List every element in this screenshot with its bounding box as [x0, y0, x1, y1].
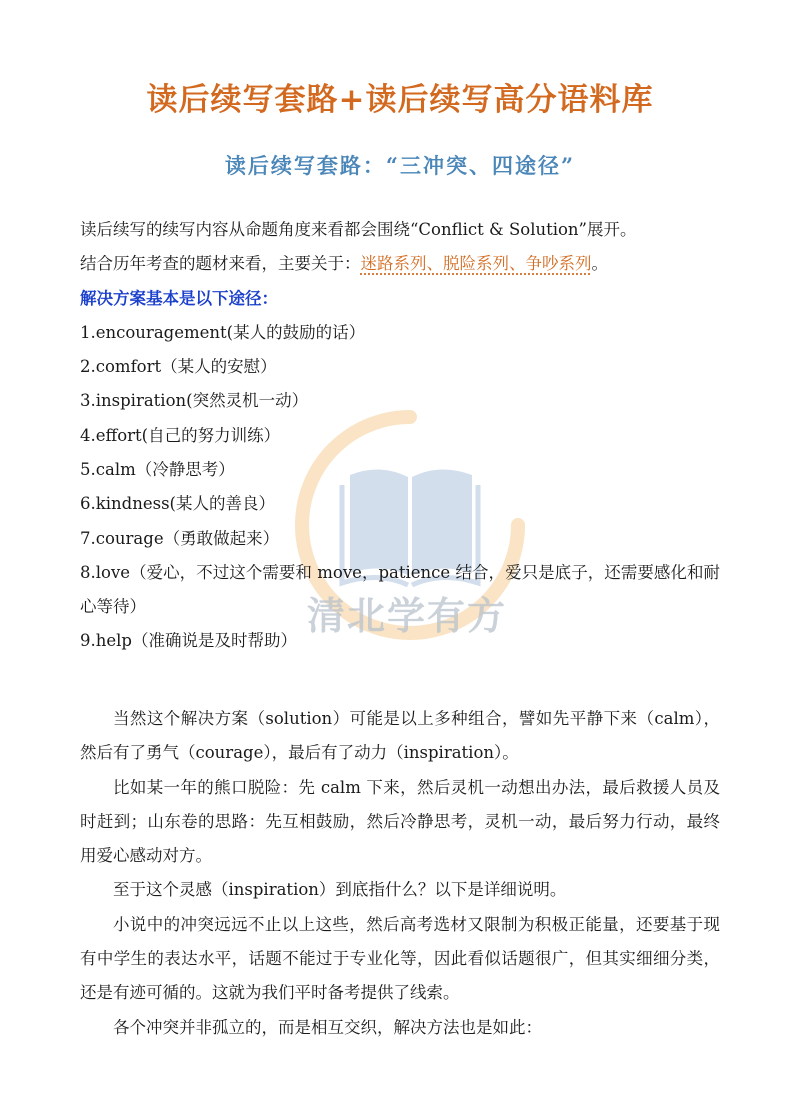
body-paragraphs [80, 702, 720, 1045]
page-subtitle: 读后续写套路：“三冲突、四途径” [224, 153, 576, 178]
intro-line-2 [80, 247, 720, 281]
body-paragraph: 小说中的冲突远远不止以上这些，然后高考选材又限制为积极正能量，还要基于现有中学生的表达水平，话题不能过于专业化等，因此看似话题很广，但其实细细分类，还是有迹可循的。这就为我们平时备考提供了线索。 [80, 914, 720, 1003]
page-title: 读后续写套路+读后续写高分语料库 [146, 82, 654, 118]
watermark-text: 清北学有方 [306, 594, 507, 638]
body-paragraph: 各个冲突并非孤立的，而是相互交织，解决方法也是如此： [113, 1017, 542, 1037]
body-paragraph: 至于这个灵感（inspiration）到底指什么？以下是详细说明。 [113, 880, 567, 900]
intro-line-2-prefix: 结合历年考查的题材来看，主要关于： [80, 254, 361, 274]
solution-item: 1.encouragement(某人的鼓励的话） [80, 322, 366, 342]
intro-and-solutions [80, 213, 720, 658]
solution-item: 6.kindness(某人的善良） [80, 494, 275, 514]
solution-item: 4.effort(自己的努力训练） [80, 425, 281, 445]
solution-item: 2.comfort（某人的安慰） [80, 357, 277, 377]
body-paragraph: 当然这个解决方案（solution）可能是以上多种组合，譬如先平静下来（calm），然后有了勇气（courage），最后有了动力（inspiration）。 [80, 709, 720, 763]
solution-item: 8.love（爱心，不过这个需要和 move，patience 结合，爱只是底子，还需要感化和耐心等待） [80, 562, 720, 616]
topic-highlight: 迷路系列、脱险系列、争吵系列 [360, 254, 592, 274]
body-paragraph: 比如某一年的熊口脱险：先 calm 下来，然后灵机一动想出办法，最后救援人员及时赶到；山东卷的思路：先互相鼓励，然后冷静思考，灵机一动，最后努力行动，最终用爱心感动对方。 [80, 777, 720, 866]
solution-item: 5.calm（冷静思考） [80, 460, 235, 480]
intro-line-2-suffix: 。 [591, 254, 608, 274]
intro-line-1: 读后续写的续写内容从命题角度来看都会围绕“Conflict & Solution”展开。 [80, 220, 637, 239]
solution-item: 9.help（准确说是及时帮助） [80, 630, 297, 650]
solution-item: 7.courage（勇敢做起来） [80, 528, 280, 548]
solution-item: 3.inspiration(突然灵机一动） [80, 391, 309, 411]
solutions-heading: 解决方案基本是以下途径： [80, 288, 278, 308]
